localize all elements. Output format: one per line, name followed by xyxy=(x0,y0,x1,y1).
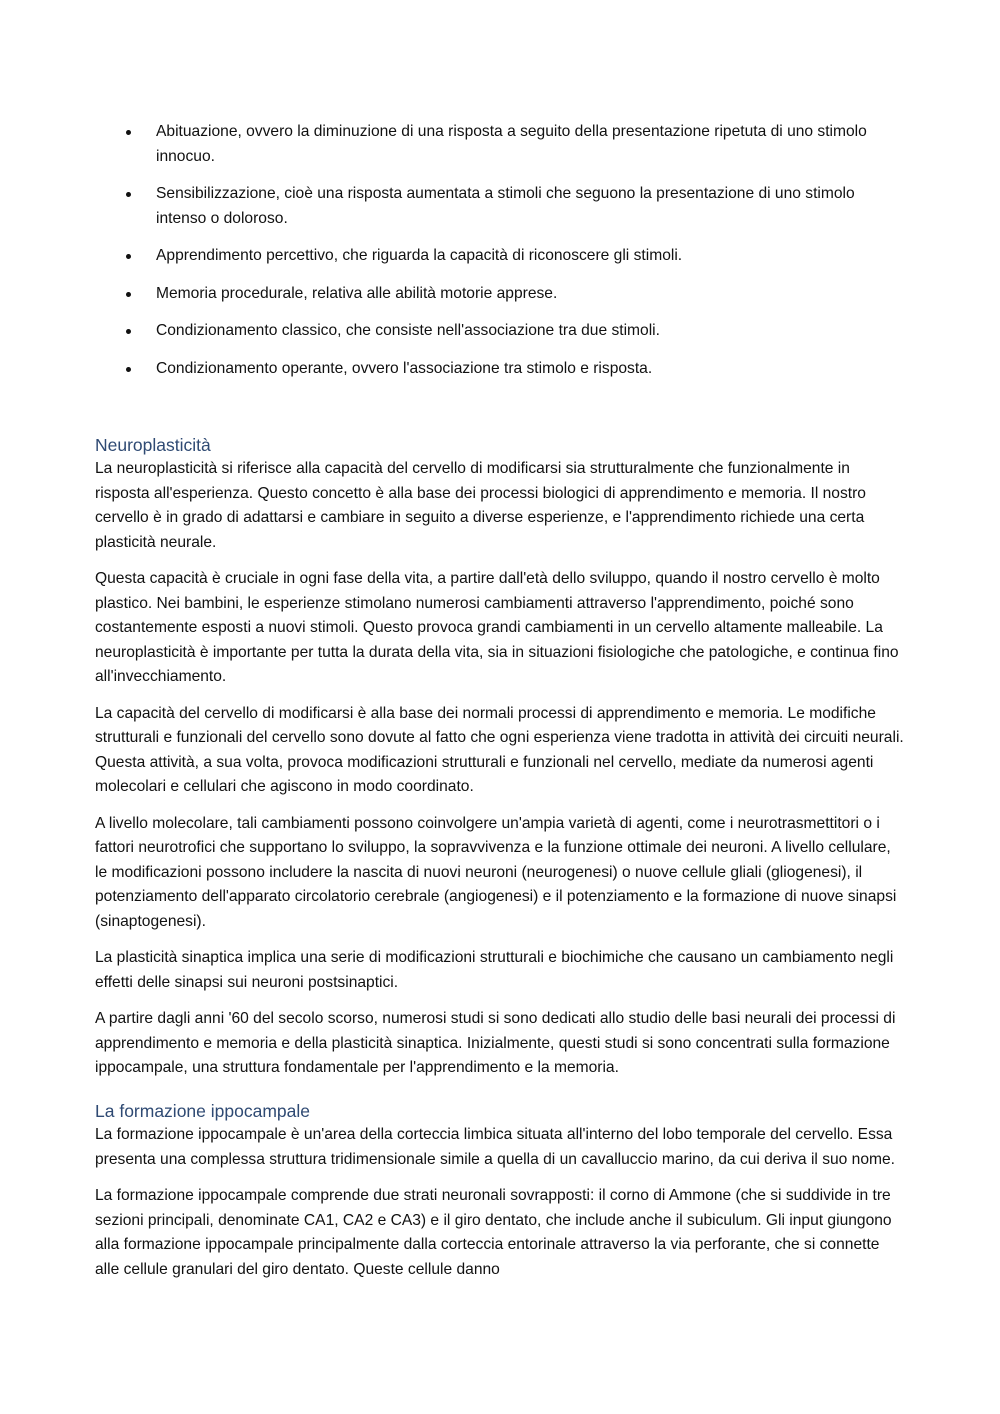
bullet-icon xyxy=(126,292,131,297)
list-item-text: Sensibilizzazione, cioè una risposta aumentata a stimoli che seguono la presentazione di uno stimolo intenso o doloroso. xyxy=(156,185,855,227)
list-item-text: Condizionamento operante, ovvero l'associazione tra stimolo e risposta. xyxy=(156,359,653,377)
paragraph: La plasticità sinaptica implica una serie di modificazioni strutturali e biochimiche che causano un cambiamento negli effetti delle sinapsi sui neuroni postsinaptici. xyxy=(95,949,894,991)
list-item xyxy=(95,244,907,269)
list-item xyxy=(95,357,907,382)
section-neuroplasticity xyxy=(95,433,907,1093)
list-item xyxy=(95,319,907,344)
paragraph: La neuroplasticità si riferisce alla capacità del cervello di modificarsi sia strutturalmente che funzionalmente in risposta all'esperienza. Questo concetto è alla base dei processi biologici di apprendimento e memoria. Il nostro cervello è in grado di adattarsi e cambiare in seguito a diverse esperienze, e l'apprendimento richiede una certa plasticità neurale. xyxy=(95,460,866,551)
section-hippocampal-formation xyxy=(95,1099,907,1294)
paragraph: La formazione ippocampale è un'area della corteccia limbica situata all'interno del lobo temporale del cervello. Essa presenta una complessa struttura tridimensionale simile a quella di un cavalluccio marino, da cui deriva il suo nome. xyxy=(95,1126,896,1168)
bullet-icon xyxy=(126,254,131,259)
paragraph: Questa capacità è cruciale in ogni fase della vita, a partire dall'età dello sviluppo, quando il nostro cervello è molto plastico. Nei bambini, le esperienze stimolano numerosi cambiamenti attraverso l'apprendimento, poiché sono costantemente esposti a nuovi stimoli. Questo provoca grandi cambiamenti in un cervello altamente malleabile. La neuroplasticità è importante per tutta la durata della vita, sia in situazioni fisiologiche che patologiche, e continua fino all'invecchiamento. xyxy=(95,570,899,685)
list-item-text: Apprendimento percettivo, che riguarda la capacità di riconoscere gli stimoli. xyxy=(156,247,683,264)
list-item-text: Memoria procedurale, relativa alle abilità motorie apprese. xyxy=(156,284,558,302)
paragraph: A livello molecolare, tali cambiamenti possono coinvolgere un'ampia varietà di agenti, come i neurotrasmettitori o i fattori neurotrofici che supportano lo sviluppo, la sopravvivenza e la funzione ottimale dei neuroni. A livello cellulare, le modificazioni possono includere la nascita di nuovi neuroni (neurogenesi) o nuove cellule gliali (gliogenesi), il potenziamento dell'apparato circolatorio cerebrale (angiogenesi) e il potenziamento e la formazione di nuove sinapsi (sinaptogenesi). xyxy=(95,814,897,930)
paragraph: La capacità del cervello di modificarsi è alla base dei normali processi di apprendimento e memoria. Le modifiche strutturali e funzionali del cervello sono dovute al fatto che ogni esperienza viene tradotta in attività dei circuiti neurali. Questa attività, a sua volta, provoca modificazioni strutturali e funzionali nel cervello, mediate da numerosi agenti molecolari e cellulari che agiscono in modo coordinato. xyxy=(95,704,904,795)
list-item-text: Condizionamento classico, che consiste nell'associazione tra due stimoli. xyxy=(156,322,660,339)
list-item-text: Abituazione, ovvero la diminuzione di una risposta a seguito della presentazione ripetuta di uno stimolo innocuo. xyxy=(156,123,867,165)
bullet-icon xyxy=(126,192,131,197)
bullet-icon xyxy=(126,329,131,334)
bullet-list xyxy=(95,120,907,394)
bullet-icon xyxy=(126,367,131,372)
paragraph: La formazione ippocampale comprende due strati neuronali sovrapposti: il corno di Ammone (che si suddivide in tre sezioni principali, denominate CA1, CA2 e CA3) e il giro dentato, che include anche il subiculum. Gli input giungono alla formazione ippocampale principalmente dalla corteccia entorinale attraverso la via perforante, che si connette alle cellule granulari del giro dentato. Queste cellule danno xyxy=(95,1187,892,1278)
paragraph: A partire dagli anni '60 del secolo scorso, numerosi studi si sono dedicati allo studio delle basi neurali dei processi di apprendimento e memoria e della plasticità sinaptica. Inizialmente, questi studi si sono concentrati sulla formazione ippocampale, una struttura fondamentale per l'apprendimento e la memoria. xyxy=(95,1010,896,1076)
section-heading: La formazione ippocampale xyxy=(95,1101,310,1121)
bullet-icon xyxy=(126,130,131,135)
list-item xyxy=(95,282,907,307)
section-heading: Neuroplasticità xyxy=(95,435,211,455)
list-item xyxy=(95,120,907,169)
list-item xyxy=(95,182,907,231)
